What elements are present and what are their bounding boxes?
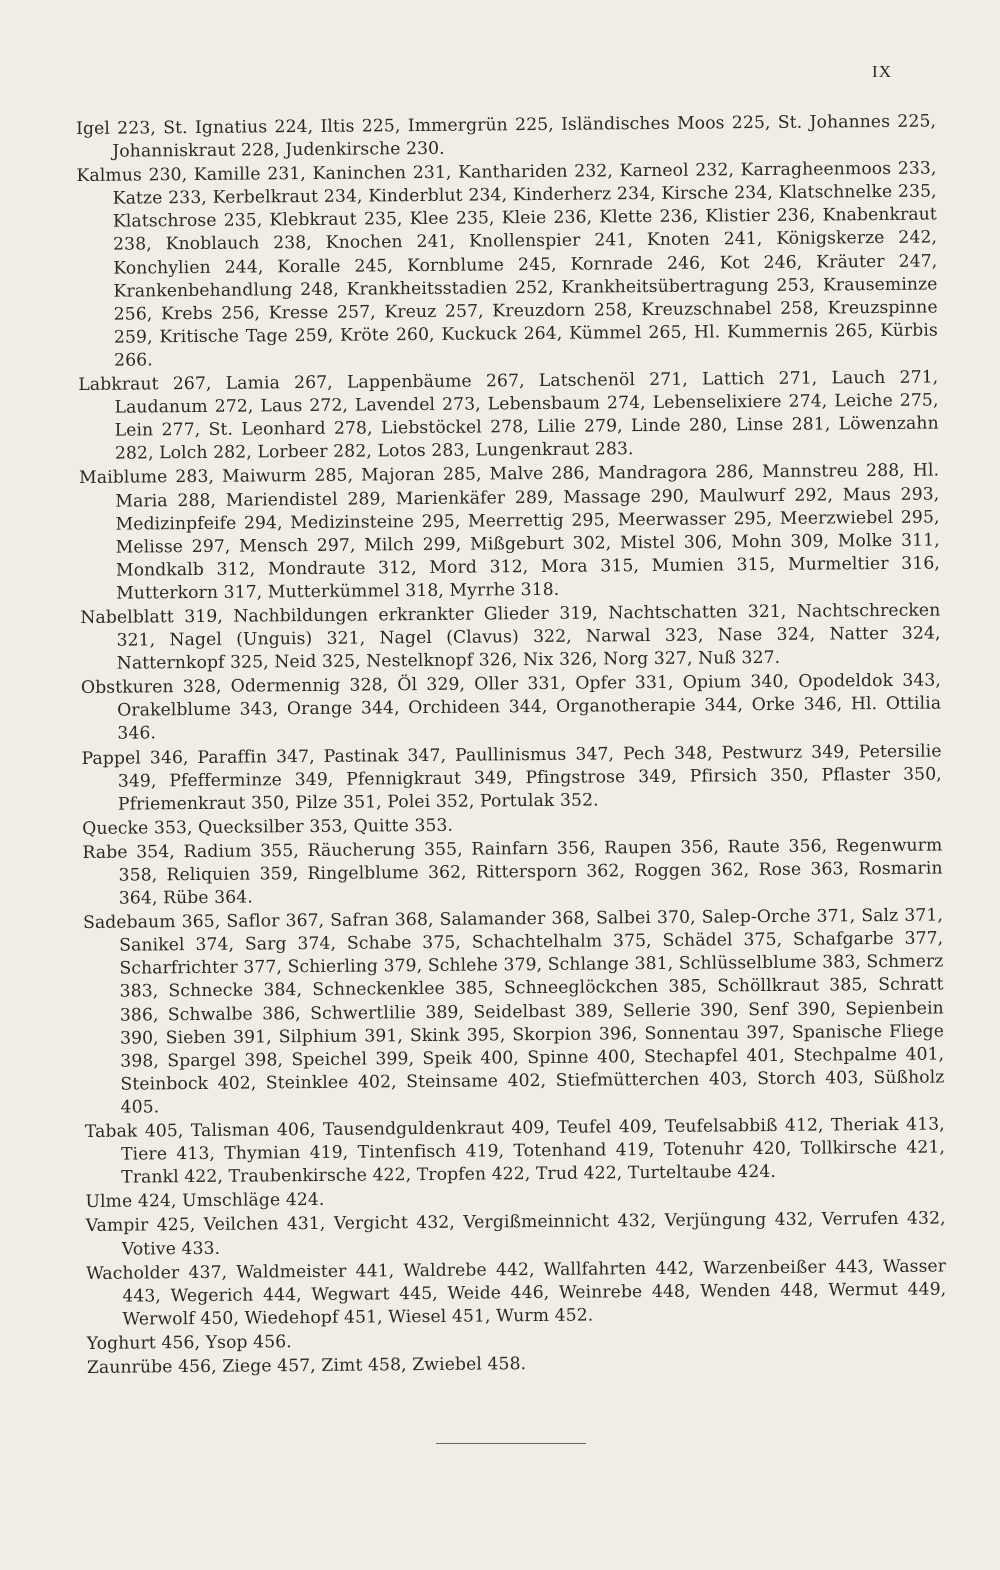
index-list — [76, 110, 947, 1381]
index-entry-l: Labkraut 267, Lamia 267, Lappenbäume 267, Latschenöl 271, Lattich 271, Lauch 271, Laudanum 272, Laus 272, Lavendel 273, Lebensbaum 274, Lebenselixiere 274, Leiche 275, Lein 277, St. Leonhard 278, Liebstöckel 278, Lilie 279, Linde 280, Linse 281, Löwenzahn 282, Lolch 282, Lorbeer 282, Lotos 283, Lungenkraut 283. — [78, 367, 939, 464]
index-entry-m: Maiblume 283, Maiwurm 285, Majoran 285, Malve 286, Mandragora 286, Mannstreu 288, Hl. Maria 288, Mariendistel 289, Marienkäfer 289, Massage 290, Maulwurf 292, Maus 293, Medizinpfeife 294, Medizinsteine 295, Meerrettig 295, Meerwasser 295, Meerzwiebel 295, Melisse 297, Mensch 297, Milch 299, Mißgeburt 302, Mistel 306, Mohn 309, Molke 311, Mondkalb 312, Mondraute 312, Mord 312, Mora 315, Mumien 315, Murmeltier 316, Mutterkorn 317, Mutterkümmel 318, Myrrhe 318. — [79, 460, 941, 604]
index-entry-n: Nabelblatt 319, Nachbildungen erkrankter Glieder 319, Nachtschatten 321, Nachtschrecken 321, Nagel (Unguis) 321, Nagel (Clavus) 322, Narwal 323, Nase 324, Natter 324, Natternkopf 325, Neid 325, Nestelknopf 326, Nix 326, Norg 327, Nuß 327. — [80, 600, 941, 674]
index-entry-v: Vampir 425, Veilchen 431, Vergicht 432, Vergißmeinnicht 432, Verjüngung 432, Verrufen 432, Votive 433. — [85, 1208, 946, 1260]
index-entry-u: Ulme 424, Umschläge 424. — [85, 1190, 325, 1213]
index-entry-s: Sadebaum 365, Saflor 367, Safran 368, Salamander 368, Salbei 370, Salep-Orche 371, Salz 371, Sanikel 374, Sarg 374, Schabe 375, Schachtelhalm 375, Schädel 375, Schafgarbe 377, Scharfrichter 377, Schierling 379, Schlehe 379, Schlange 381, Schlüsselblume 383, Schmerz 383, Schnecke 384, Schneckenklee 385, Schneeglöckchen 385, Schöllkraut 385, Schratt 386, Schwalbe 386, Schwertlilie 389, Seidelbast 389, Sellerie 390, Senf 390, Sepienbein 390, Sieben 391, Silphium 391, Skink 395, Skorpion 396, Sonnentau 397, Spanische Fliege 398, Spargel 398, Speichel 399, Speik 400, Spinne 400, Stechapfel 401, Stechpalme 401, Steinbock 402, Steinklee 402, Steinsame 402, Stiefmütterchen 403, Storch 403, Süßholz 405. — [82, 905, 945, 1118]
closing-rule — [436, 1443, 586, 1444]
index-entry-p: Pappel 346, Paraffin 347, Pastinak 347, Paullinismus 347, Pech 348, Pestwurz 349, Petersilie 349, Pfefferminze 349, Pfennigkraut 349, Pfingstrose 349, Pfirsich 350, Pflaster 350, Pfriemenkraut 350, Pilze 351, Polei 352, Portulak 352. — [81, 741, 942, 815]
index-entry-z: Zaunrübe 456, Ziege 457, Zimt 458, Zwiebel 458. — [86, 1354, 527, 1378]
index-entry-k: Kalmus 230, Kamille 231, Kaninchen 231, Kanthariden 232, Karneol 232, Karragheenmoos 233, Katze 233, Kerbelkraut 234, Kinderblut 234, Kinderherz 234, Kirsche 234, Klatschnelke 235, Klatschrose 235, Klebkraut 235, Klee 235, Kleie 236, Klette 236, Klistier 236, Knabenkraut 238, Knoblauch 238, Knochen 241, Knollenspier 241, Knoten 241, Königskerze 242, Konchylien 244, Koralle 245, Kornblume 245, Kornrade 246, Kot 246, Kräuter 247, Krankenbehandlung 248, Krankheitsstadien 252, Krankheitsübertragung 253, Krauseminze 256, Krebs 256, Kresse 257, Kreuz 257, Kreuzdorn 258, Kreuzschnabel 258, Kreuzspinne 259, Kritische Tage 259, Kröte 260, Kuckuck 264, Kümmel 265, Hl. Kummernis 265, Kürbis 266. — [76, 158, 938, 371]
index-entry-i-j: Igel 223, St. Ignatius 224, Iltis 225, Immergrün 225, Isländisches Moos 225, St. Johannes 225, Johanniskraut 228, Judenkirsche 230. — [76, 111, 937, 162]
index-entry-r: Rabe 354, Radium 355, Räucherung 355, Rainfarn 356, Raupen 356, Raute 356, Regenwurm 358, Reliquien 359, Ringelblume 362, Rittersporn 362, Roggen 362, Rose 363, Rosmarin 364, Rübe 364. — [82, 835, 943, 909]
index-entry-w: Wacholder 437, Waldmeister 441, Waldrebe 442, Wallfahrten 442, Warzenbeißer 443, Wasser 443, Wegerich 444, Wegwart 445, Weide 446, Weinrebe 448, Wenden 448, Wermut 449, Werwolf 450, Wiedehopf 451, Wiesel 451, Wurm 452. — [85, 1256, 947, 1330]
index-entry-y: Yoghurt 456, Ysop 456. — [86, 1332, 292, 1354]
index-entry-q: Quecke 353, Quecksilber 353, Quitte 353. — [82, 815, 454, 839]
index-entry-o: Obstkuren 328, Odermennig 328, Öl 329, Oller 331, Opfer 331, Opium 340, Opodeldok 343, Orakelblume 343, Orange 344, Orchideen 344, Organotherapie 344, Orke 346, Hl. Ottilia 346. — [80, 670, 942, 745]
index-entry-t: Tabak 405, Talisman 406, Tausendguldenkraut 409, Teufel 409, Teufelsabbiß 412, Theriak 413, Tiere 413, Thymian 419, Tintenfisch 419, Totenhand 419, Totenuhr 420, Tollkirsche 421, Trankl 422, Traubenkirsche 422, Tropfen 422, Trud 422, Turteltaube 424. — [84, 1114, 946, 1188]
page-number: IX — [872, 62, 892, 81]
